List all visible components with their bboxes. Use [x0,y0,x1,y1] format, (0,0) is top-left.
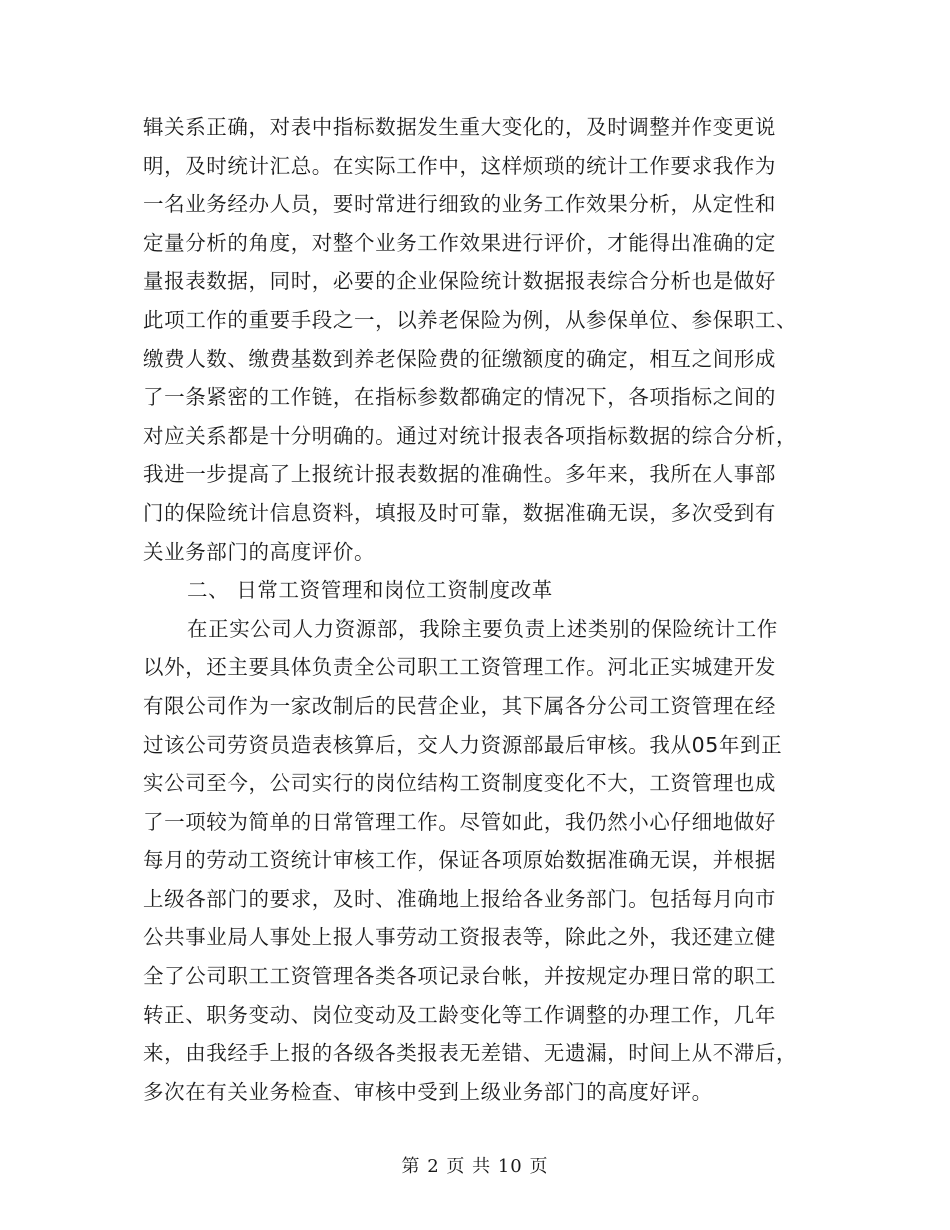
text-line: 来，由我经手上报的各级各类报表无差错、无遗漏，时间上从不滞后， [143,1041,798,1066]
text-line: 以外，还主要具体负责全公司职工工资管理工作。河北正实城建开发 [143,655,776,680]
text-line: 多次在有关业务检查、审核中受到上级业务部门的高度好评。 [143,1079,713,1104]
text-line: 上级各部门的要求，及时、准确地上报给各业务部门。包括每月向市 [143,886,776,911]
text-line: 在正实公司人力资源部，我除主要负责上述类别的保险统计工作 [187,616,778,641]
text-line: 此项工作的重要手段之一，以养老保险为例，从参保单位、参保职工、 [143,307,798,332]
text-line: 对应关系都是十分明确的。通过对统计报表各项指标数据的综合分析， [143,423,798,448]
text-line: 定量分析的角度，对整个业务工作效果进行评价，才能得出准确的定 [143,230,776,255]
text-line: 门的保险统计信息资料，填报及时可靠，数据准确无误，多次受到有 [143,500,776,525]
text-line: 缴费人数、缴费基数到养老保险费的征缴额度的确定，相互之间形成 [143,346,776,371]
text-line: 过该公司劳资员造表核算后，交人力资源部最后审核。我从05年到正 [143,732,783,757]
text-line: 辑关系正确，对表中指标数据发生重大变化的，及时调整并作变更说 [143,115,776,139]
text-line: 我进一步提高了上报统计报表数据的准确性。多年来，我所在人事部 [143,462,776,487]
body-text [143,108,815,1111]
text-line: 明，及时统计汇总。在实际工作中，这样烦琐的统计工作要求我作为 [143,153,776,178]
text-line: 关业务部门的高度评价。 [143,539,376,564]
page-number: 第 2 页 共 10 页 [401,1156,549,1177]
text-line: 转正、职务变动、岗位变动及工龄变化等工作调整的办理工作，几年 [143,1002,776,1027]
text-line: 实公司至今，公司实行的岗位结构工资制度变化不大，工资管理也成 [143,771,776,796]
section-heading: 二、 日常工资管理和岗位工资制度改革 [187,578,553,603]
text-line: 一名业务经办人员，要时常进行细致的业务工作效果分析，从定性和 [143,192,776,217]
text-line: 了一条紧密的工作链，在指标参数都确定的情况下，各项指标之间的 [143,385,776,410]
text-line: 每月的劳动工资统计审核工作，保证各项原始数据准确无误，并根据 [143,848,776,873]
text-line: 全了公司职工工资管理各类各项记录台帐，并按规定办理日常的职工 [143,964,776,989]
text-line: 量报表数据，同时，必要的企业保险统计数据报表综合分析也是做好 [143,269,776,294]
text-line: 有限公司作为一家改制后的民营企业，其下属各分公司工资管理在经 [143,693,776,718]
text-line: 了一项较为简单的日常管理工作。尽管如此，我仍然小心仔细地做好 [143,809,776,834]
text-line: 公共事业局人事处上报人事劳动工资报表等，除此之外，我还建立健 [143,925,776,950]
